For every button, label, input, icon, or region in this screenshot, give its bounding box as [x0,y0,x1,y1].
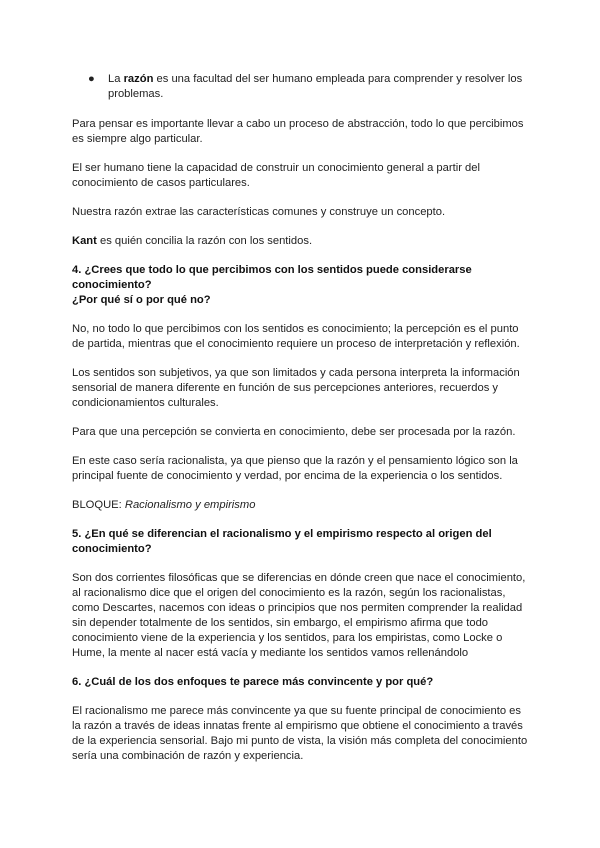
answer-4-paragraph-1: No, no todo lo que percibimos con los sentidos es conocimiento; la percepción es el punto de partida, mientras que el conocimiento requiere un proceso de interpretación y reflexión. [72,323,520,350]
paragraph-abstraccion: Para pensar es importante llevar a cabo un proceso de abstracción, todo lo que percibimos es siempre algo particular. [72,118,524,145]
question-4-line1: 4. ¿Crees que todo lo que percibimos con los sentidos puede considerarse conocimiento? [72,264,472,291]
bloque-heading [72,498,532,513]
kant-rest: es quién concilia la razón con los sentidos. [96,235,313,247]
kant-bold: Kant [72,235,97,247]
bloque-label: BLOQUE: [72,499,125,511]
question-4 [72,263,532,308]
answer-4-paragraph-4: En este caso sería racionalista, ya que pienso que la razón y el pensamiento lógico son la principal fuente de conocimiento y verdad, por encima de la experiencia o los sentidos. [72,455,518,482]
answer-5: Son dos corrientes filosóficas que se diferencias en dónde creen que nace el conocimiento, al racionalismo dice que el origen del conocimiento es la razón, según los racionalistas, como Descartes, nacemos con ideas o principios que nos permiten comprender la realidad sin depender totalmente de los sentidos, sin embargo, el empirismo afirma que todo conocimiento viene de la experiencia y los sentidos, para los empiristas, como Locke o Hume, la mente al nacer está vacía y mediante los sentidos vamos rellenándolo [72,572,526,659]
bullet-dot: ● [88,73,95,85]
question-5: 5. ¿En qué se diferencian el racionalismo y el empirismo respecto al origen del conocimiento? [72,528,492,555]
bullet-prefix: La [108,73,124,85]
paragraph-conocimiento-general: El ser humano tiene la capacidad de construir un conocimiento general a partir del conocimiento de casos particulares. [72,162,480,189]
bullet-bold-term: razón [123,73,154,85]
paragraph-kant [72,234,532,249]
paragraph-razon-extrae: Nuestra razón extrae las características comunes y construye un concepto. [72,206,446,218]
question-6: 6. ¿Cuál de los dos enfoques te parece más convincente y por qué? [72,676,434,688]
answer-4-paragraph-2: Los sentidos son subjetivos, ya que son limitados y cada persona interpreta la información sensorial de manera diferente en función de sus percepciones anteriores, recuerdos y condicionamientos culturales. [72,367,520,409]
bullet-rest: es una facultad del ser humano empleada para comprender y resolver los problemas. [108,73,523,100]
bloque-title: Racionalismo y empirismo [124,499,256,511]
bullet-text [108,72,532,102]
answer-4-paragraph-3: Para que una percepción se convierta en conocimiento, debe ser procesada por la razón. [72,426,516,438]
question-4-line2: ¿Por qué sí o por qué no? [72,294,211,306]
answer-6: El racionalismo me parece más convincente ya que su fuente principal de conocimiento es la razón a través de ideas innatas frente al empirismo que obtiene el conocimiento a través de la experiencia sensorial. Bajo mi punto de vista, la visión más completa del conocimiento sería una combinación de razón y experiencia. [72,705,528,762]
